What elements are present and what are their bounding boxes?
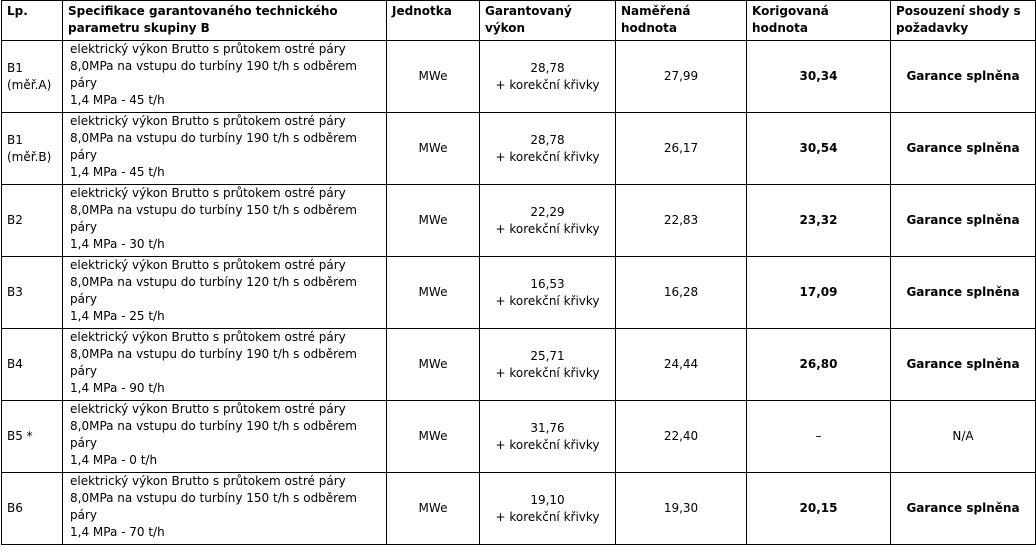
table-row <box>2 185 1036 257</box>
spec-line: 8,0MPa na vstupu do turbíny 190 t/h s odběrem <box>70 419 357 433</box>
row-unit: MWe <box>387 113 480 185</box>
row-measured: 22,40 <box>616 401 747 473</box>
row-lp: B3 <box>2 257 63 329</box>
spec-line: elektrický výkon Brutto s průtokem ostré páry <box>70 402 346 416</box>
row-guaranteed <box>480 185 616 257</box>
guaranteed-note: + korekční křivky <box>495 437 600 452</box>
spec-line: páry <box>70 76 98 90</box>
row-unit: MWe <box>387 329 480 401</box>
guaranteed-value: 31,76 <box>530 420 565 435</box>
spec-line: 8,0MPa na vstupu do turbíny 120 t/h s odběrem <box>70 275 357 289</box>
spec-line: páry <box>70 220 98 234</box>
row-measured: 22,83 <box>616 185 747 257</box>
spec-line: 8,0MPa na vstupu do turbíny 190 t/h s odběrem <box>70 347 357 361</box>
row-assessment: Garance splněna <box>891 185 1036 257</box>
row-lp: B5 * <box>2 401 63 473</box>
spec-line: elektrický výkon Brutto s průtokem ostré páry <box>70 330 346 344</box>
row-measured: 19,30 <box>616 473 747 545</box>
header-row <box>2 1 1036 41</box>
header-guaranteed: Garantovaný výkon <box>480 1 616 41</box>
row-assessment: Garance splněna <box>891 257 1036 329</box>
row-corrected: 17,09 <box>747 257 891 329</box>
row-measured: 24,44 <box>616 329 747 401</box>
row-unit: MWe <box>387 473 480 545</box>
row-corrected: – <box>747 401 891 473</box>
row-guaranteed <box>480 257 616 329</box>
row-unit: MWe <box>387 185 480 257</box>
table-body <box>2 41 1036 545</box>
row-measured: 26,17 <box>616 113 747 185</box>
row-spec <box>63 473 387 545</box>
guaranteed-note: + korekční křivky <box>495 293 600 308</box>
spec-line: elektrický výkon Brutto s průtokem ostré páry <box>70 186 346 200</box>
spec-line: 8,0MPa na vstupu do turbíny 150 t/h s odběrem <box>70 491 357 505</box>
spec-line: páry <box>70 292 98 306</box>
row-lp: B1 (měř.B) <box>2 113 63 185</box>
row-guaranteed <box>480 473 616 545</box>
spec-line: páry <box>70 436 98 450</box>
table-row <box>2 41 1036 113</box>
row-measured: 16,28 <box>616 257 747 329</box>
row-lp: B2 <box>2 185 63 257</box>
spec-line: elektrický výkon Brutto s průtokem ostré páry <box>70 474 346 488</box>
guaranteed-note: + korekční křivky <box>495 221 600 236</box>
header-measured: Naměřená hodnota <box>616 1 747 41</box>
spec-line: elektrický výkon Brutto s průtokem ostré páry <box>70 258 346 272</box>
row-assessment: Garance splněna <box>891 41 1036 113</box>
row-guaranteed <box>480 329 616 401</box>
spec-line: elektrický výkon Brutto s průtokem ostré páry <box>70 114 346 128</box>
row-spec <box>63 41 387 113</box>
table-row <box>2 401 1036 473</box>
row-guaranteed <box>480 401 616 473</box>
row-measured: 27,99 <box>616 41 747 113</box>
spec-line: 8,0MPa na vstupu do turbíny 190 t/h s odběrem <box>70 59 357 73</box>
header-corrected: Korigovaná hodnota <box>747 1 891 41</box>
row-corrected: 30,34 <box>747 41 891 113</box>
header-spec: Specifikace garantovaného technického parametru skupiny B <box>63 1 387 41</box>
row-spec <box>63 185 387 257</box>
guaranteed-note: + korekční křivky <box>495 365 600 380</box>
spec-line: páry <box>70 364 98 378</box>
spec-line: páry <box>70 508 98 522</box>
row-assessment: N/A <box>891 401 1036 473</box>
row-spec <box>63 257 387 329</box>
row-corrected: 20,15 <box>747 473 891 545</box>
guaranteed-value: 22,29 <box>530 204 565 219</box>
row-corrected: 26,80 <box>747 329 891 401</box>
row-corrected: 30,54 <box>747 113 891 185</box>
header-lp: Lp. <box>2 1 63 41</box>
header-assessment: Posouzení shody s požadavky <box>891 1 1036 41</box>
row-assessment: Garance splněna <box>891 113 1036 185</box>
spec-line: elektrický výkon Brutto s průtokem ostré páry <box>70 42 346 56</box>
row-guaranteed <box>480 41 616 113</box>
spec-line: 8,0MPa na vstupu do turbíny 190 t/h s odběrem <box>70 131 357 145</box>
guaranteed-value: 28,78 <box>530 60 565 75</box>
guaranteed-note: + korekční křivky <box>495 149 600 164</box>
row-lp: B4 <box>2 329 63 401</box>
spec-line: 1,4 MPa - 45 t/h <box>70 93 165 107</box>
guaranteed-note: + korekční křivky <box>495 509 600 524</box>
spec-line: 1,4 MPa - 45 t/h <box>70 165 165 179</box>
header-unit: Jednotka <box>387 1 480 41</box>
row-unit: MWe <box>387 257 480 329</box>
spec-line: 1,4 MPa - 70 t/h <box>70 525 165 539</box>
table-row <box>2 257 1036 329</box>
spec-line: 1,4 MPa - 0 t/h <box>70 453 158 467</box>
row-spec <box>63 329 387 401</box>
spec-line: 8,0MPa na vstupu do turbíny 150 t/h s odběrem <box>70 203 357 217</box>
row-guaranteed <box>480 113 616 185</box>
guarantee-table <box>1 0 1036 545</box>
row-lp: B1 (měř.A) <box>2 41 63 113</box>
row-unit: MWe <box>387 41 480 113</box>
row-lp: B6 <box>2 473 63 545</box>
table-row <box>2 329 1036 401</box>
row-assessment: Garance splněna <box>891 473 1036 545</box>
spec-line: páry <box>70 148 98 162</box>
guaranteed-value: 25,71 <box>530 348 565 363</box>
guaranteed-note: + korekční křivky <box>495 77 600 92</box>
spec-line: 1,4 MPa - 90 t/h <box>70 381 165 395</box>
guaranteed-value: 19,10 <box>530 492 565 507</box>
row-assessment: Garance splněna <box>891 329 1036 401</box>
table-row <box>2 473 1036 545</box>
table-row <box>2 113 1036 185</box>
guaranteed-value: 28,78 <box>530 132 565 147</box>
spec-line: 1,4 MPa - 25 t/h <box>70 309 165 323</box>
row-unit: MWe <box>387 401 480 473</box>
guaranteed-value: 16,53 <box>530 276 565 291</box>
row-corrected: 23,32 <box>747 185 891 257</box>
row-spec <box>63 113 387 185</box>
row-spec <box>63 401 387 473</box>
spec-line: 1,4 MPa - 30 t/h <box>70 237 165 251</box>
